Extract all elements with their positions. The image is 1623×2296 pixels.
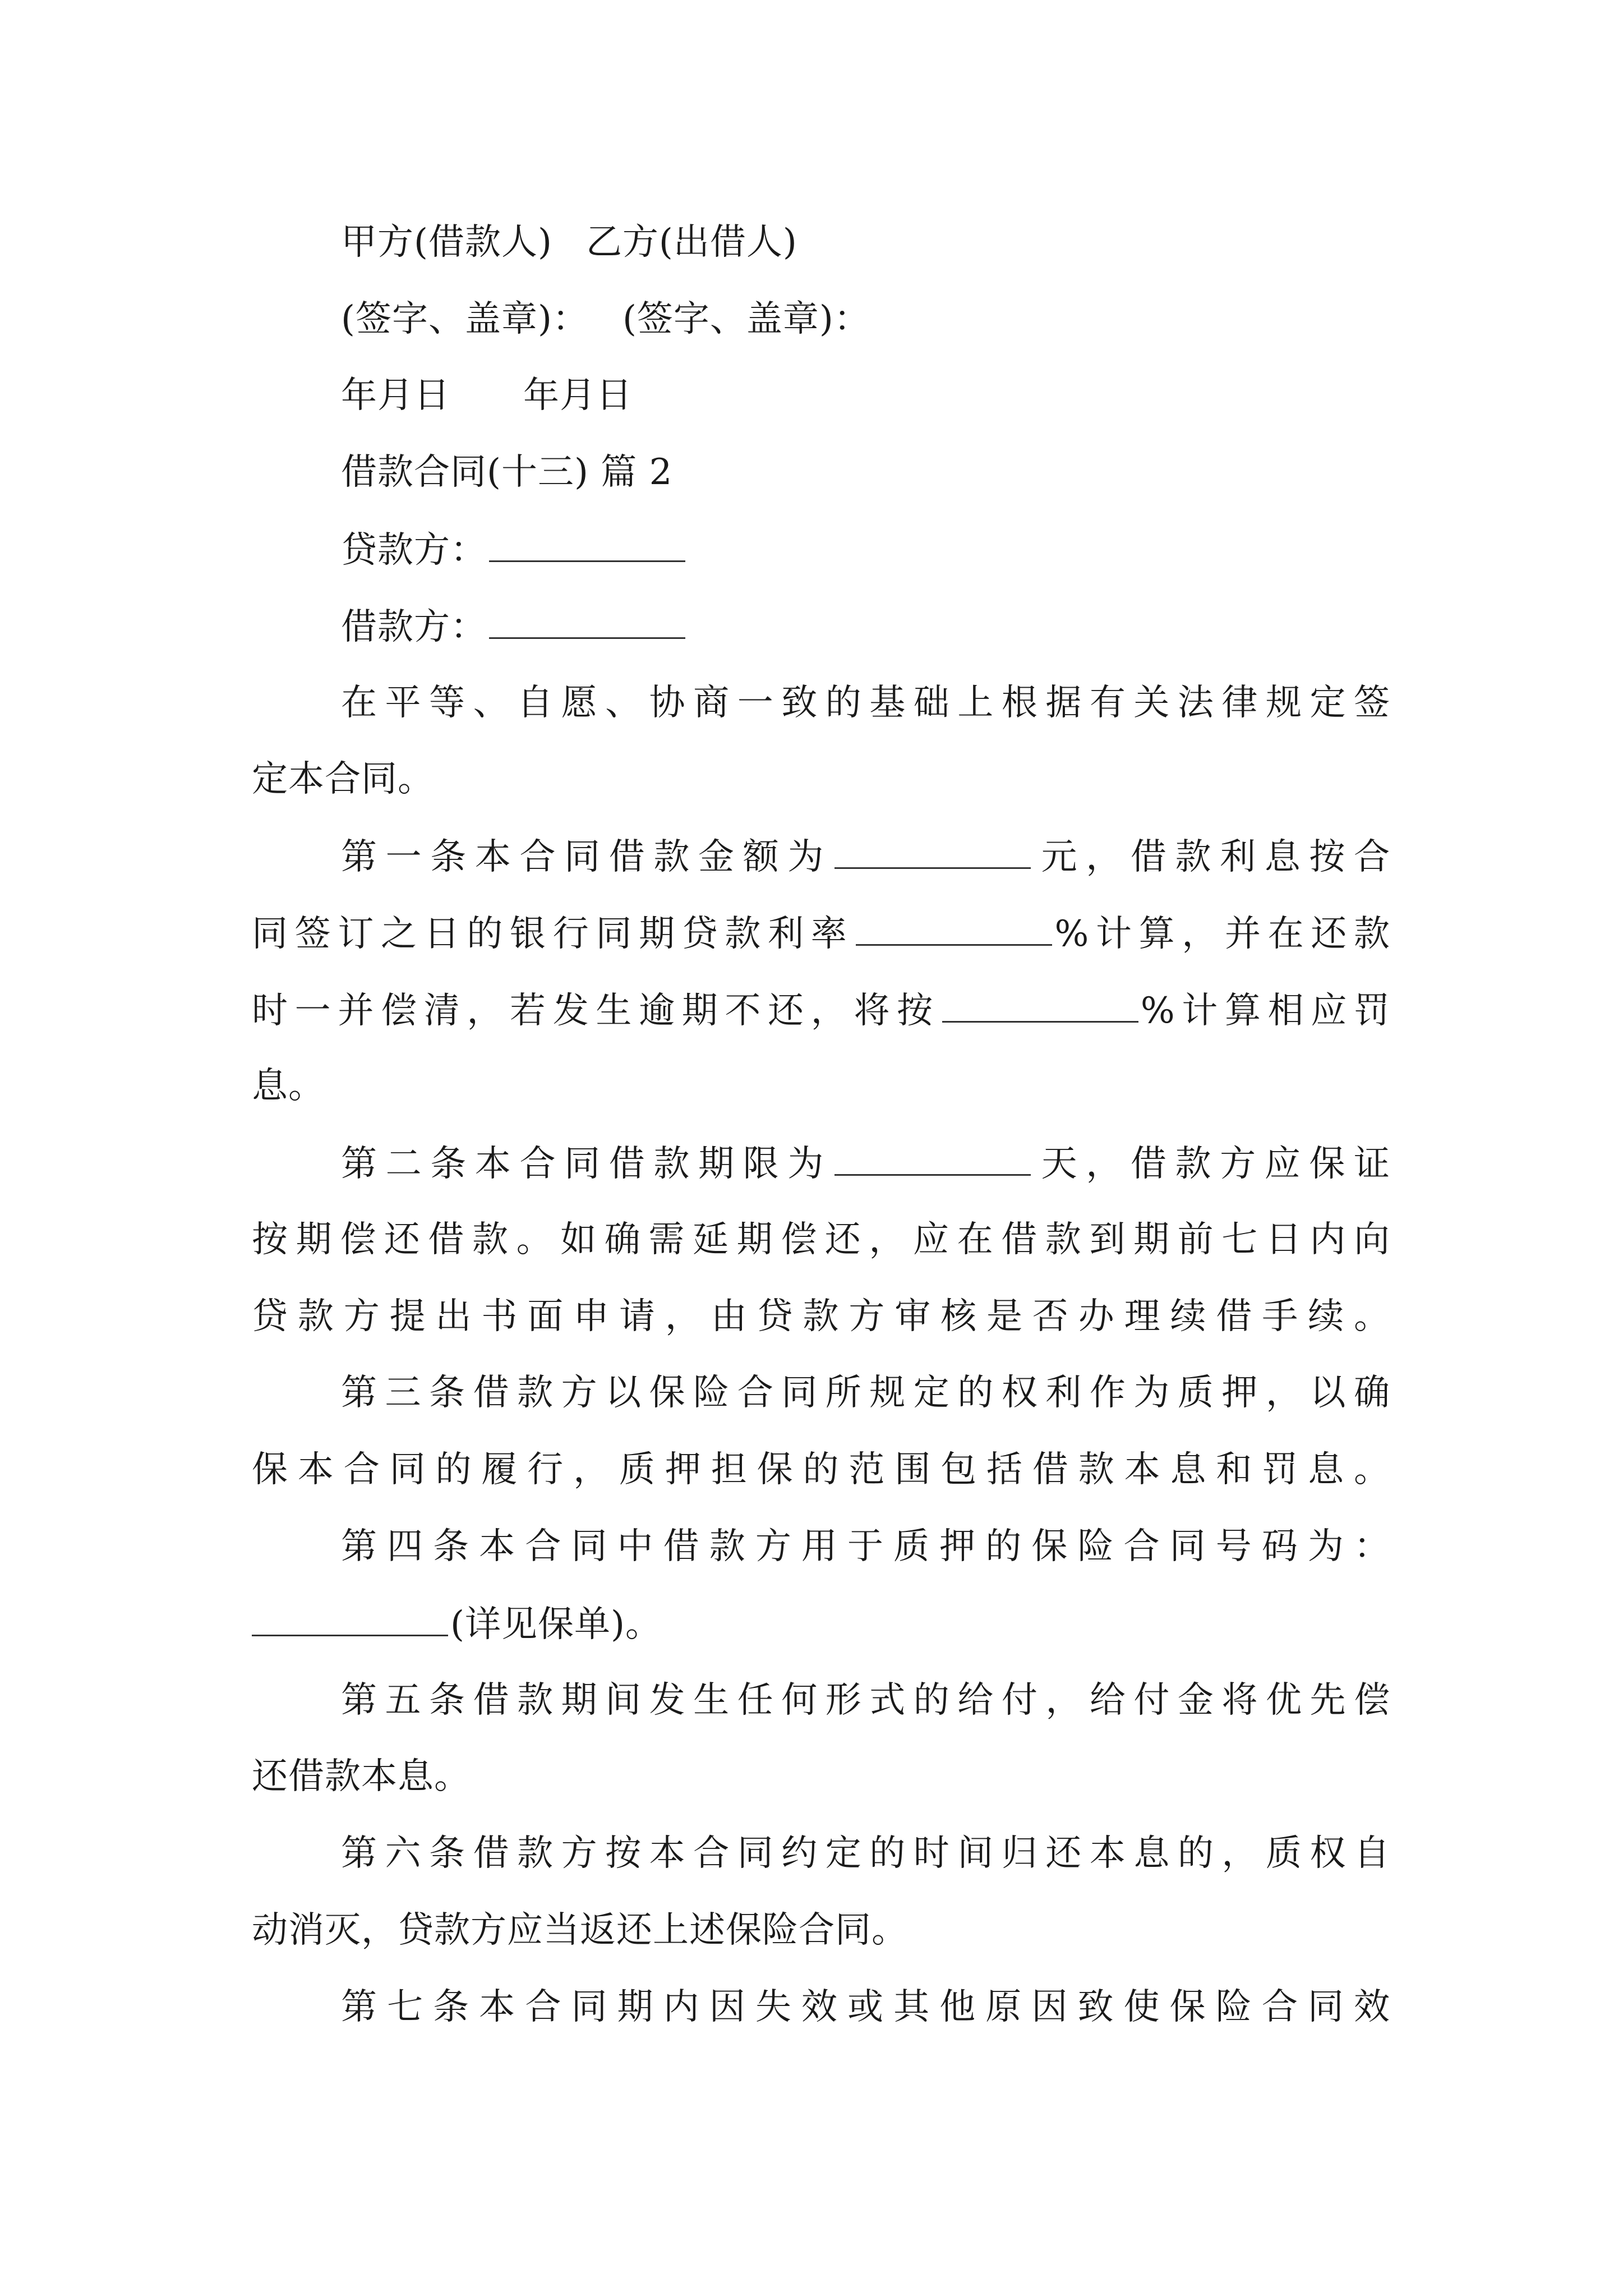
article-1-text-f: %计算相应罚 xyxy=(1140,990,1391,1032)
term-blank xyxy=(834,1140,1031,1176)
article-4-line-2 xyxy=(252,1601,1390,1647)
signature-sign-line xyxy=(341,297,1390,342)
article-1-text-c: 同签订之日的银行同期贷款利率 xyxy=(252,913,854,955)
article-5-line-1: 第五条借款期间发生任何形式的给付，给付金将优先偿 xyxy=(341,1680,1390,1721)
party-a-label: 甲方(借款人) xyxy=(341,222,552,263)
date-a-label: 年月日 xyxy=(341,375,450,416)
article-6-line-1: 第六条借款方按本合同约定的时间归还本息的，质权自 xyxy=(341,1833,1390,1874)
article-2-text-b: 天，借款方应保证 xyxy=(1032,1143,1391,1185)
sign-a-label: (签字、盖章)： xyxy=(341,298,589,340)
article-2-line-3: 贷款方提出书面申请，由贷款方审核是否办理续借手续。 xyxy=(252,1296,1390,1337)
article-6-line-2: 动消灭，贷款方应当返还上述保险合同。 xyxy=(252,1910,908,1951)
article-1-line-3 xyxy=(252,987,1390,1033)
borrower-blank xyxy=(489,604,685,639)
article-5-line-2: 还借款本息。 xyxy=(252,1756,471,1797)
lender-label: 贷款方： xyxy=(341,530,487,571)
intro-line-1: 在平等、自愿、协商一致的基础上根据有关法律规定签 xyxy=(341,682,1390,724)
article-4-text-b: (详见保单)。 xyxy=(450,1604,662,1645)
rate-blank xyxy=(856,910,1052,946)
borrower-line xyxy=(341,604,1390,650)
article-4-line-1: 第四条本合同中借款方用于质押的保险合同号码为： xyxy=(341,1526,1390,1567)
contract-title: 借款合同(十三) 篇 2 xyxy=(341,452,673,493)
article-3-line-1: 第三条借款方以保险合同所规定的权利作为质押，以确 xyxy=(341,1372,1390,1414)
article-2-text-a: 第二条本合同借款期限为 xyxy=(341,1143,832,1185)
amount-blank xyxy=(834,834,1031,869)
article-1-line-2 xyxy=(252,910,1390,956)
intro-line-2: 定本合同。 xyxy=(252,758,434,800)
lender-line xyxy=(341,527,1390,573)
borrower-label: 借款方： xyxy=(341,606,487,648)
lender-blank xyxy=(489,527,685,562)
article-1-line-1 xyxy=(341,834,1390,880)
article-1-text-d: %计算，并在还款 xyxy=(1054,913,1391,955)
party-b-label: 乙方(出借人) xyxy=(585,222,797,263)
article-1-text-e: 时一并偿清，若发生逾期不还，将按 xyxy=(252,990,940,1032)
article-1-text-b: 元，借款利息按合 xyxy=(1032,836,1391,878)
sign-b-label: (签字、盖章)： xyxy=(622,298,870,340)
signature-date-line xyxy=(341,373,1390,418)
article-1-text-a: 第一条本合同借款金额为 xyxy=(341,836,832,878)
article-3-line-2: 保本合同的履行，质押担保的范围包括借款本息和罚息。 xyxy=(252,1449,1390,1490)
penalty-rate-blank xyxy=(942,987,1138,1023)
article-1-line-4: 息。 xyxy=(252,1065,325,1107)
policy-number-blank xyxy=(252,1601,448,1636)
article-7-line-1: 第七条本合同期内因失效或其他原因致使保险合同效 xyxy=(341,1986,1390,2028)
article-2-line-2: 按期偿还借款。如确需延期偿还，应在借款到期前七日内向 xyxy=(252,1219,1390,1260)
date-b-label: 年月日 xyxy=(523,375,633,416)
signature-parties-line xyxy=(341,220,1390,265)
article-2-line-1 xyxy=(341,1140,1390,1186)
